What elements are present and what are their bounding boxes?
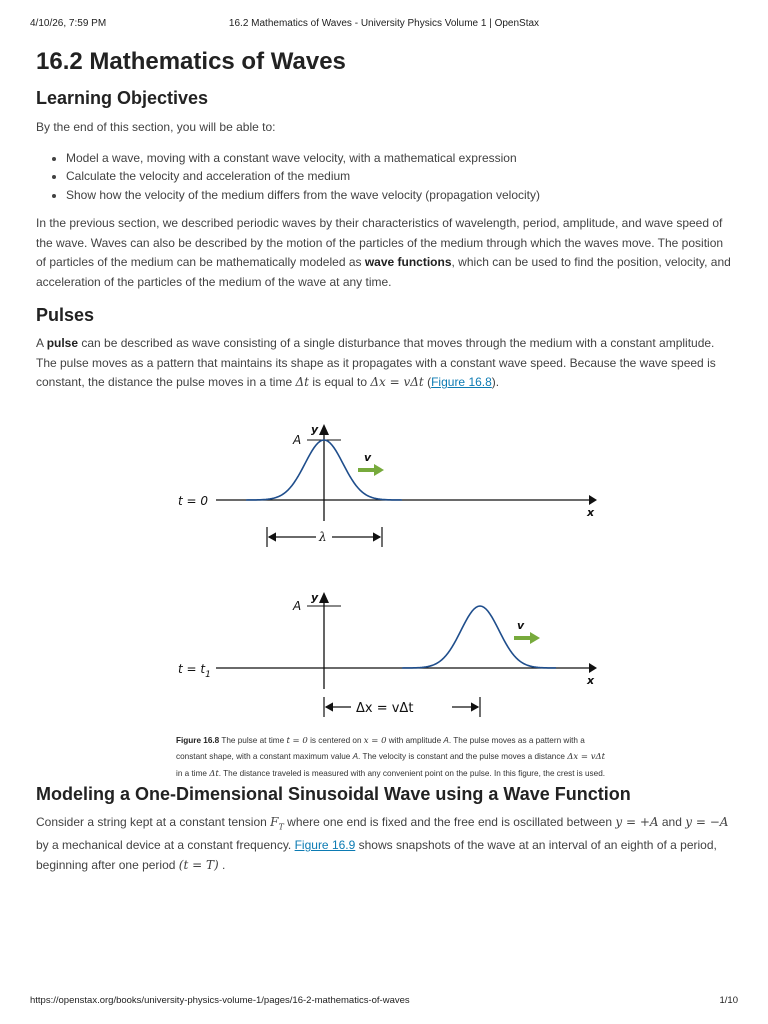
caption-text: . The distance traveled is measured with any convenient point on the pulse. In this figure, the crest is used. xyxy=(218,768,606,778)
t0-label: t = 0 xyxy=(178,493,209,508)
x-axis-arrow-bottom xyxy=(589,663,597,673)
y-label-bottom: y xyxy=(311,590,319,604)
math-tension-sub: T xyxy=(278,821,284,831)
caption-math: Δt xyxy=(209,768,219,779)
math-plus-a: y = +A xyxy=(615,814,659,829)
caption-text: is centered on xyxy=(307,735,364,745)
pulses-text-d: ( xyxy=(423,375,432,389)
page-title: 16.2 Mathematics of Waves xyxy=(36,48,346,75)
modeling-text: Consider a string kept at a constant tension xyxy=(36,814,271,829)
velocity-arrow-head-top xyxy=(374,464,384,476)
x-label-top: x xyxy=(587,505,595,519)
print-title: 16.2 Mathematics of Waves - University Physics Volume 1 | OpenStax xyxy=(228,18,540,29)
caption-text: in a time xyxy=(176,768,210,778)
caption-math: Δx = vΔt xyxy=(567,752,606,762)
amplitude-label-top: A xyxy=(293,432,302,447)
print-page-number: 1/10 xyxy=(719,995,738,1006)
caption-text: The pulse at time xyxy=(219,735,287,745)
pulses-paragraph xyxy=(36,334,736,393)
velocity-arrow-head-bottom xyxy=(530,632,540,644)
pulses-text-b: can be described as wave consisting of a single disturbance that moves through the medium with a constant amplitude. The pulse moves as a pattern that maintains its shape as it propagates with a constant wave speed. Because the wave speed is constant, the distance the pulse moves in a time xyxy=(36,336,716,389)
figure-16-8 xyxy=(36,413,736,779)
caption-text: . The pulse moves as a pattern with a constant shape, with a constant maximum value xyxy=(176,735,585,761)
objectives-intro: By the end of this section, you will be able to: xyxy=(36,120,276,134)
pulses-text-a: A xyxy=(36,336,47,350)
objectives-list xyxy=(36,149,736,205)
modeling-text: and xyxy=(658,814,686,829)
objective-item: • Model a wave, moving with a constant wave velocity, with a mathematical expression xyxy=(66,149,736,168)
y-label-top: y xyxy=(311,422,319,436)
caption-italic: A xyxy=(352,752,359,761)
caption-text: . The velocity is constant and the pulse moves a distance xyxy=(358,752,568,761)
t1-label xyxy=(178,662,211,680)
intro-bold: wave functions xyxy=(364,255,452,269)
math-minus-a: y = −A xyxy=(685,814,729,829)
caption-math: x = 0 xyxy=(363,735,387,746)
math-tension-f: F xyxy=(270,814,279,829)
modeling-text: . xyxy=(218,857,226,872)
figure-16-8-link[interactable]: Figure 16.8 xyxy=(431,375,492,389)
caption-label: Figure 16.8 xyxy=(176,735,220,745)
modeling-text: shows snapshots of the wave at an interval of an eighth of a period, beginning after one period xyxy=(36,838,717,872)
pulses-bold: pulse xyxy=(46,336,79,350)
pulses-text-c: is equal to xyxy=(308,375,371,389)
objective-item: • Calculate the velocity and acceleration of the medium xyxy=(66,167,736,186)
figure-16-8-svg xyxy=(36,413,736,733)
modeling-paragraph xyxy=(36,813,736,876)
caption-math: t = 0 xyxy=(286,735,308,746)
panel-t1 xyxy=(178,591,597,717)
modeling-heading: Modeling a One-Dimensional Sinusoidal Wave using a Wave Function xyxy=(36,783,631,804)
pulses-heading: Pulses xyxy=(36,305,95,325)
print-footer xyxy=(30,995,738,1006)
objective-item: • Show how the velocity of the medium differs from the wave velocity (propagation velocity) xyxy=(66,186,736,205)
article-content xyxy=(36,48,736,875)
figure-16-9-link[interactable]: Figure 16.9 xyxy=(294,838,356,853)
dx-label: Δx = vΔt xyxy=(356,700,414,716)
x-label-bottom: x xyxy=(587,673,595,687)
intro-text-1: In the previous section, we described periodic waves by their characteristics of wavelength, period, amplitude, and wave speed of the wave. Waves can also be described by the motion of the particles of the medium through which the waves move. The position of particles of the medium can be mathematically modeled as xyxy=(36,216,724,269)
objectives-heading: Learning Objectives xyxy=(36,88,209,108)
caption-italic: A xyxy=(443,735,449,745)
v-label-top: v xyxy=(364,450,372,464)
v-label-bottom: v xyxy=(517,618,525,632)
velocity-arrow-shaft-bottom xyxy=(514,636,530,640)
y-axis-arrow-top xyxy=(319,424,329,435)
print-url: https://openstax.org/books/university-physics-volume-1/pages/16-2-mathematics-of-waves xyxy=(30,995,410,1006)
intro-paragraph xyxy=(36,214,736,292)
amplitude-label-bottom: A xyxy=(293,598,302,613)
t1-label-main: t = t xyxy=(178,661,206,676)
caption-text: with amplitude xyxy=(386,735,444,745)
math-t-eq-T: (t = T) xyxy=(178,857,219,872)
math-tension xyxy=(270,815,284,829)
math-delta-t: Δt xyxy=(295,375,309,389)
velocity-arrow-shaft-top xyxy=(358,468,374,472)
intro-text-2: , which can be used to find the position, velocity, and acceleration of the particles of the medium of the wave at any time. xyxy=(36,255,731,289)
print-date: 4/10/26, 7:59 PM xyxy=(30,18,107,29)
t1-label-sub: 1 xyxy=(205,669,211,680)
math-delta-x-eq: Δx = vΔt xyxy=(370,375,424,389)
y-axis-arrow-bottom xyxy=(319,592,329,603)
modeling-text: by a mechanical device at a constant frequency. xyxy=(36,838,295,853)
modeling-text: where one end is fixed and the free end is oscillated between xyxy=(283,814,616,829)
panel-t0 xyxy=(178,423,597,547)
pulses-text-e: ). xyxy=(491,375,500,389)
figure-caption xyxy=(176,733,606,783)
x-axis-arrow-top xyxy=(589,495,597,505)
lambda-label: λ xyxy=(319,529,327,544)
print-header xyxy=(30,18,738,29)
